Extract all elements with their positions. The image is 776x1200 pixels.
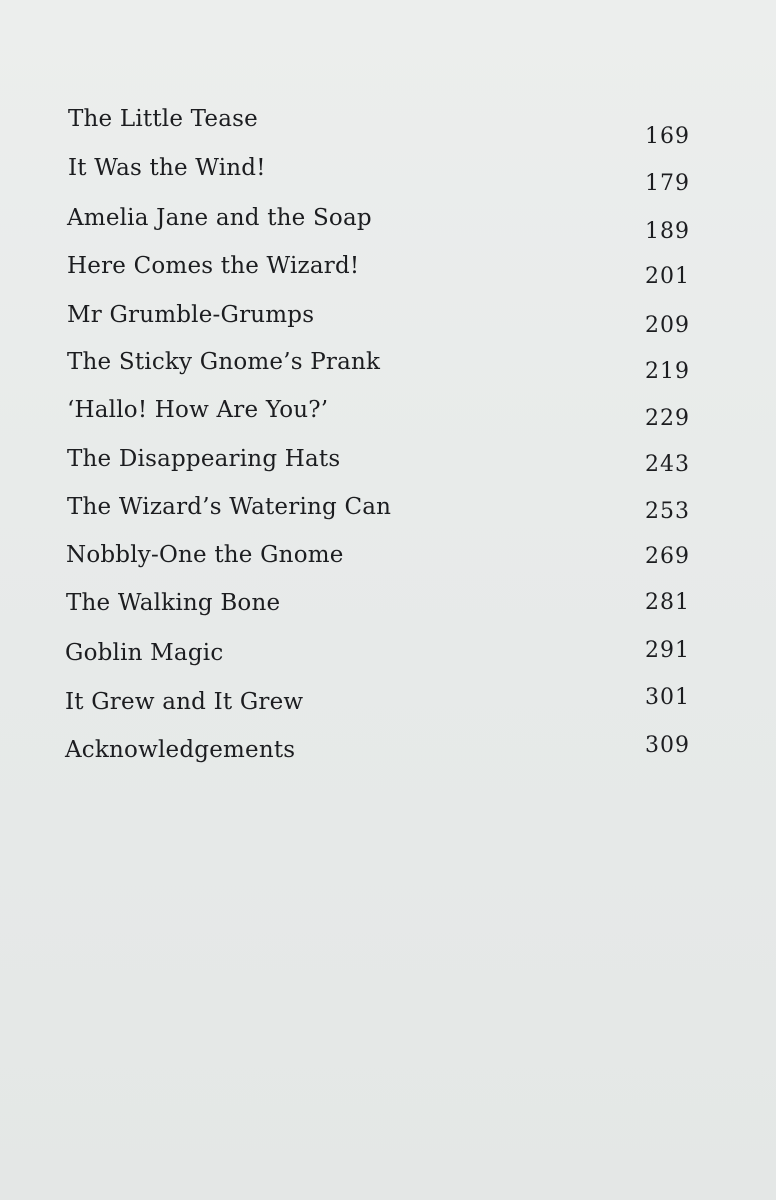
toc-entry-page: 179 bbox=[645, 171, 690, 196]
toc-entry-title: ‘Hallo! How Are You?’ bbox=[67, 397, 329, 423]
toc-entry-title: It Was the Wind! bbox=[68, 155, 266, 181]
toc-entry-page: 281 bbox=[645, 590, 690, 615]
toc-entry-title: The Sticky Gnome’s Prank bbox=[67, 349, 381, 375]
toc-entry bbox=[0, 106, 776, 149]
toc-entry bbox=[0, 397, 776, 437]
toc-entry-page: 201 bbox=[645, 264, 690, 289]
toc-entry-title: Mr Grumble-Grumps bbox=[67, 302, 315, 328]
toc-entry bbox=[0, 349, 776, 389]
toc-entry bbox=[0, 302, 776, 342]
toc-entry bbox=[0, 590, 776, 630]
toc-entry-title: The Disappearing Hats bbox=[67, 446, 341, 472]
toc-entry bbox=[0, 640, 776, 680]
toc-entry-page: 309 bbox=[645, 733, 690, 758]
toc-entry bbox=[0, 733, 776, 777]
toc-entry-title: Goblin Magic bbox=[65, 640, 224, 666]
toc-entry bbox=[0, 494, 776, 534]
toc-entry bbox=[0, 155, 776, 195]
toc-entry-title: Amelia Jane and the Soap bbox=[67, 205, 372, 231]
toc-entry-page: 291 bbox=[645, 638, 690, 663]
toc-entry bbox=[0, 542, 776, 582]
toc-entry-page: 269 bbox=[645, 544, 690, 569]
toc-entry-title: Here Comes the Wizard! bbox=[67, 253, 360, 279]
toc-entry-title: The Wizard’s Watering Can bbox=[67, 494, 392, 520]
toc-entry-page: 229 bbox=[645, 406, 690, 431]
toc-entry-page: 219 bbox=[645, 359, 690, 384]
toc-entry bbox=[0, 685, 776, 729]
toc-entry-page: 301 bbox=[645, 685, 690, 710]
toc-entry-title: The Little Tease bbox=[68, 106, 258, 132]
toc-entry-page: 243 bbox=[645, 452, 690, 477]
toc-entry-title: It Grew and It Grew bbox=[65, 689, 304, 715]
toc-entry bbox=[0, 446, 776, 486]
toc-entry-title: Acknowledgements bbox=[65, 737, 296, 763]
toc-entry-page: 253 bbox=[645, 499, 690, 524]
toc-entry-page: 209 bbox=[645, 313, 690, 338]
toc-entry bbox=[0, 253, 776, 293]
toc-entry bbox=[0, 205, 776, 245]
toc-entry-title: The Walking Bone bbox=[66, 590, 281, 616]
toc-entry-title: Nobbly-One the Gnome bbox=[66, 542, 344, 568]
toc-entry-page: 169 bbox=[645, 124, 690, 149]
toc-entry-page: 189 bbox=[645, 219, 690, 244]
